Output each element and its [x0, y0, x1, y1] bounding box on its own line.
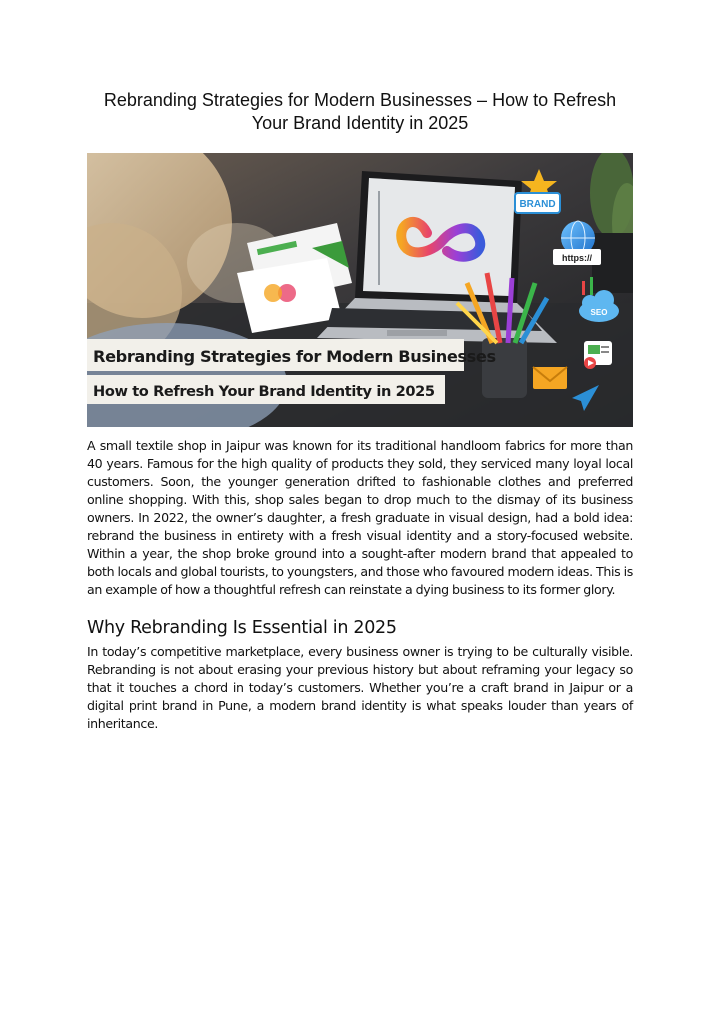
section-paragraph: In today’s competitive marketplace, every business owner is trying to be culturally visible. Rebranding is not about erasing your previous history but about reframing your legacy so that it touches a chord in today’s customers. Whether you’re a craft brand in Jaipur or a digital print brand in Pune, a modern brand identity is what speaks louder than years of inheritance. — [87, 644, 633, 731]
https-label: https:// — [562, 253, 592, 263]
hero-image — [87, 153, 633, 427]
banner-line-2-text: How to Refresh Your Brand Identity in 2025 — [93, 383, 435, 400]
section-heading: Why Rebranding Is Essential in 2025 — [87, 618, 397, 638]
banner-line-1-text: Rebranding Strategies for Modern Businesses — [93, 347, 496, 366]
media-icons — [584, 341, 612, 369]
https-badge — [553, 249, 601, 265]
plant — [590, 153, 633, 293]
banner-line-2 — [87, 375, 445, 404]
brand-badge — [515, 193, 560, 213]
intro-paragraph: A small textile shop in Jaipur was known for its traditional handloom fabrics for more than 40 years. Famous for the high quality of products they sold, they serviced many loyal local customers. Soon, the younger generation drifted to fashionable clothes and preferred online shopping. With this, shop sales began to drop much to the dismay of its business owners. In 2022, the owner’s daughter, a fresh graduate in visual design, had a bold idea: rebrand the business in entirety with a fresh visual identity and a story-focused website. Within a year, the shop broke ground into a sought-after modern brand that appealed to both locals and global tourists, to youngsters, and those who favoured modern ideas. This is an example of how a thoughtful refresh can reinstate a dying business to its former glory. — [87, 438, 633, 597]
seo-label: SEO — [590, 308, 608, 317]
hero-illustration — [87, 153, 633, 427]
banner-line-1 — [87, 339, 496, 371]
brand-badge-label: BRAND — [519, 199, 556, 210]
email-icon — [533, 367, 567, 389]
page-title: Rebranding Strategies for Modern Businesses – How to Refresh Your Brand Identity in 2025 — [103, 90, 617, 133]
